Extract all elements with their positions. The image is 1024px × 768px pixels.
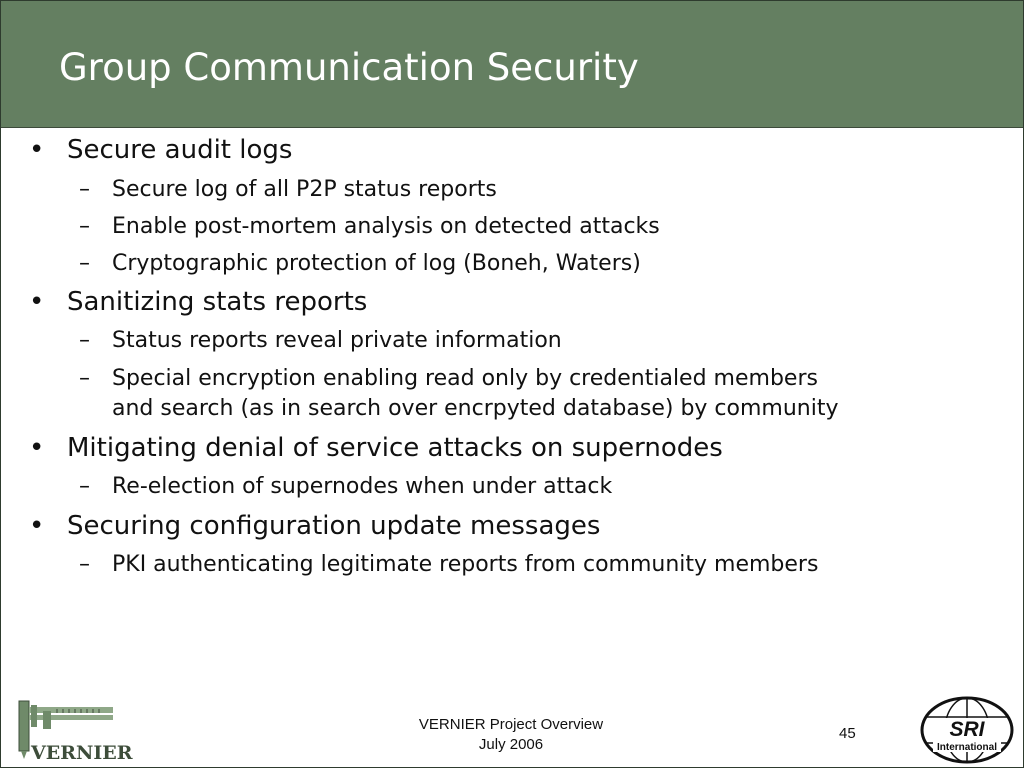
dash-icon: – bbox=[79, 214, 90, 239]
dash-icon: – bbox=[79, 474, 90, 499]
sub-bullet-text: Enable post-mortem analysis on detected attacks bbox=[112, 214, 660, 239]
dash-icon: – bbox=[79, 552, 90, 577]
bullet-icon: • bbox=[29, 511, 45, 541]
footer-date: July 2006 bbox=[478, 736, 544, 753]
bullet-text: Securing configuration update messages bbox=[67, 511, 601, 541]
bullet-text: Sanitizing stats reports bbox=[67, 287, 368, 317]
bullet-text: Secure audit logs bbox=[67, 135, 293, 165]
vernier-logo-text: VERNIER bbox=[31, 742, 133, 763]
sub-bullet-text: and search (as in search over encrpyted database) by community bbox=[112, 396, 839, 421]
slide-footer bbox=[1, 691, 1023, 767]
dash-icon: – bbox=[79, 366, 90, 391]
slide-title: Group Communication Security bbox=[59, 46, 639, 89]
bullet-text: Mitigating denial of service attacks on supernodes bbox=[67, 433, 723, 463]
sub-bullet-text: Status reports reveal private information bbox=[112, 328, 562, 353]
bullet-icon: • bbox=[29, 287, 45, 317]
bullet-icon: • bbox=[29, 135, 45, 165]
footer-center-text bbox=[371, 715, 651, 755]
sub-bullet-text: Cryptographic protection of log (Boneh, Waters) bbox=[112, 251, 641, 276]
vernier-logo bbox=[17, 697, 149, 763]
sri-logo bbox=[919, 695, 1015, 765]
dash-icon: – bbox=[79, 251, 90, 276]
sub-bullet-text: Secure log of all P2P status reports bbox=[112, 177, 497, 202]
dash-icon: – bbox=[79, 177, 90, 202]
sri-logo-text: SRI bbox=[949, 718, 985, 741]
footer-project: VERNIER Project Overview bbox=[418, 716, 604, 733]
sub-bullet-text: Re-election of supernodes when under attack bbox=[112, 474, 613, 499]
dash-icon: – bbox=[79, 328, 90, 353]
sub-bullet-text: Special encryption enabling read only by credentialed members bbox=[112, 366, 818, 391]
title-bar bbox=[1, 1, 1023, 128]
page-number: 45 bbox=[839, 725, 856, 742]
sri-logo-subtext: International bbox=[936, 742, 998, 753]
bullet-icon: • bbox=[29, 433, 45, 463]
sub-bullet-text: PKI authenticating legitimate reports from community members bbox=[112, 552, 819, 577]
